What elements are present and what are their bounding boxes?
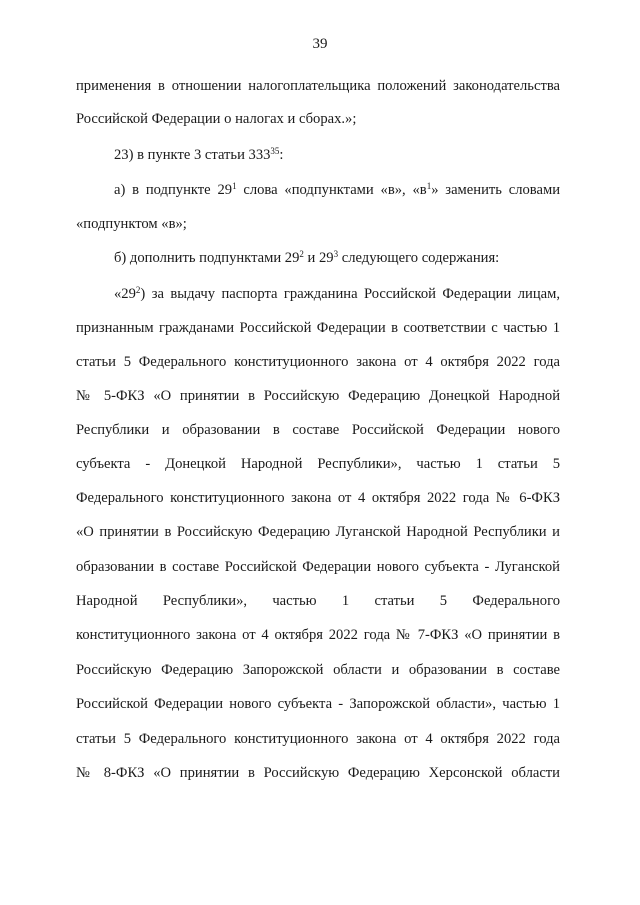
text-line: «подпунктом «в»;: [76, 216, 187, 232]
text-line: Народной Республики», частью 1 статьи 5 Федерального: [76, 593, 560, 609]
text-line: статьи 5 Федерального конституционного закона от 4 октября 2022 года: [76, 731, 560, 747]
text-line: № 5-ФКЗ «О принятии в Российскую Федерацию Донецкой Народной: [76, 388, 560, 404]
text-line: признанным гражданами Российской Федерации в соответствии с частью 1: [76, 320, 560, 336]
text-line: Федерального конституционного закона от 4 октября 2022 года № 6-ФКЗ: [76, 490, 560, 506]
text-line: образовании в составе Российской Федерации нового субъекта - Луганской: [76, 559, 560, 575]
text-line: 23) в пункте 3 статьи $333^{35}$:: [114, 146, 284, 163]
text-line: а) в подпункте $29^1$ слова «подпунктами «в», «$в^1$» заменить словами: [114, 181, 561, 198]
text-line: «$29^2$) за выдачу паспорта гражданина Российской Федерации лицам,: [114, 285, 560, 302]
text-line: б) дополнить подпунктами $29^2$ и $29^3$ следующего содержания:: [114, 249, 500, 266]
text-line: конституционного закона от 4 октября 2022 года № 7-ФКЗ «О принятии в: [76, 627, 560, 643]
text-line: статьи 5 Федерального конституционного закона от 4 октября 2022 года: [76, 354, 560, 370]
text-line: Российскую Федерацию Запорожской области и образовании в составе: [76, 662, 560, 678]
text-line: субъекта - Донецкой Народной Республики», частью 1 статьи 5: [76, 456, 560, 472]
text-line: Республики и образовании в составе Российской Федерации нового: [76, 422, 560, 438]
text-line: № 8-ФКЗ «О принятии в Российскую Федерацию Херсонской области: [76, 765, 560, 781]
page-number: 39: [312, 36, 328, 52]
text-line: применения в отношении налогоплательщика положений законодательства: [76, 78, 560, 94]
text-line: «О принятии в Российскую Федерацию Луганской Народной Республики и: [76, 524, 560, 540]
text-line: Российской Федерации нового субъекта - Запорожской области», частью 1: [76, 696, 560, 712]
text-line: Российской Федерации о налогах и сборах.»;: [76, 111, 357, 127]
